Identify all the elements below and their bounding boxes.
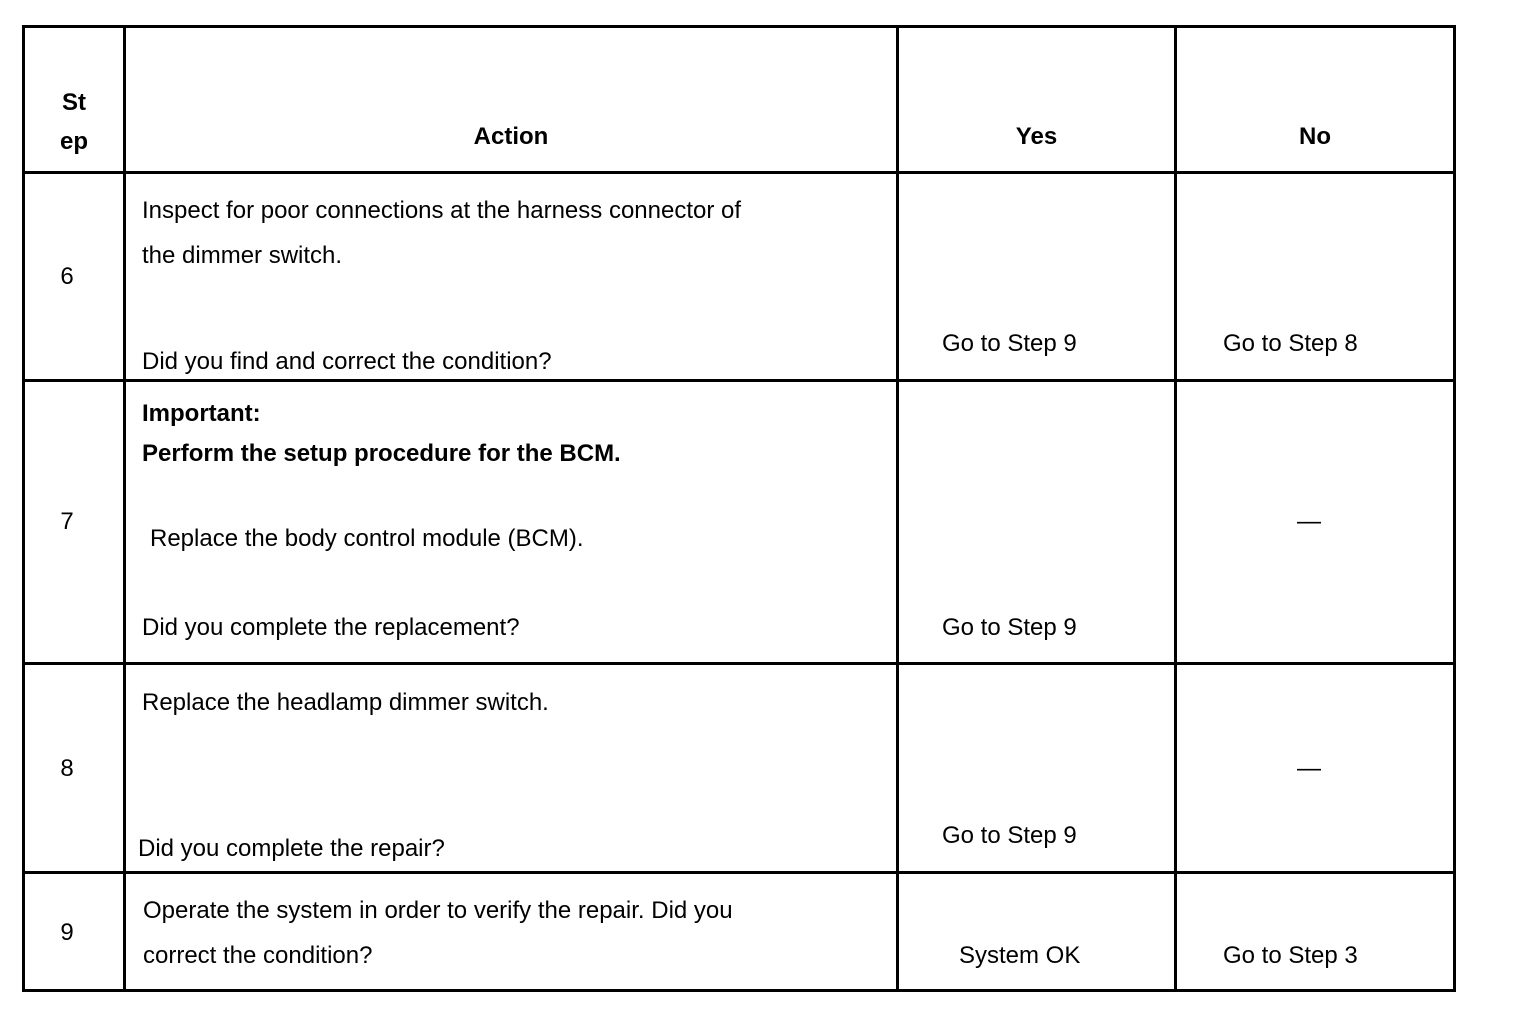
action-question: Did you find and correct the condition? <box>142 348 552 375</box>
action-text: Replace the headlamp dimmer switch. <box>142 689 549 716</box>
step-number: 6 <box>60 263 74 290</box>
no-result: — <box>1297 755 1321 782</box>
diagnostic-table <box>22 25 1456 992</box>
row-separator <box>22 871 1456 874</box>
table-border-bottom <box>22 989 1456 992</box>
column-separator <box>123 25 126 992</box>
column-separator <box>1174 25 1177 992</box>
action-text: correct the condition? <box>143 942 373 969</box>
action-text: Inspect for poor connections at the harness connector of <box>142 197 742 224</box>
action-question: Did you complete the repair? <box>138 835 445 862</box>
action-text: the dimmer switch. <box>142 242 343 269</box>
table-border-right <box>1453 25 1456 992</box>
header-action: Action <box>473 123 549 150</box>
table-border-top <box>22 25 1456 28</box>
yes-result: Go to Step 9 <box>942 822 1077 849</box>
yes-result: Go to Step 9 <box>942 330 1077 357</box>
action-text: Operate the system in order to verify the repair. Did you <box>143 897 733 924</box>
header-step-line1: St <box>62 89 86 116</box>
action-question: Did you complete the replacement? <box>142 614 520 641</box>
yes-result: System OK <box>959 942 1081 969</box>
step-number: 7 <box>60 508 74 535</box>
no-result: — <box>1297 508 1321 535</box>
no-result: Go to Step 3 <box>1223 942 1358 969</box>
header-step <box>25 83 123 161</box>
step-number: 8 <box>60 755 74 782</box>
header-separator <box>22 171 1456 174</box>
yes-result: Go to Step 9 <box>942 614 1077 641</box>
header-no: No <box>1299 123 1331 150</box>
no-result: Go to Step 8 <box>1223 330 1358 357</box>
column-separator <box>896 25 899 992</box>
important-label: Important: <box>142 400 261 427</box>
important-text: Perform the setup procedure for the BCM. <box>142 440 621 467</box>
action-text: Replace the body control module (BCM). <box>150 525 584 552</box>
step-number: 9 <box>60 919 74 946</box>
row-separator <box>22 662 1456 665</box>
header-step-line2: ep <box>59 128 88 155</box>
header-yes: Yes <box>1015 123 1058 150</box>
